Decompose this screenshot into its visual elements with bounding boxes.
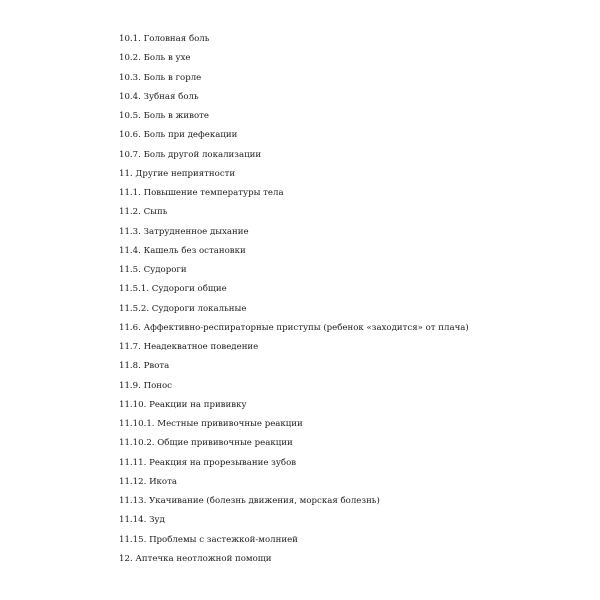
toc-item-11-13: 11.13. Укачивание (болезнь движения, морская болезнь) bbox=[119, 496, 380, 506]
toc-item-11-5: 11.5. Судороги bbox=[119, 265, 187, 275]
toc-item-10-3: 10.3. Боль в горле bbox=[119, 72, 202, 83]
toc-item-11-14: 11.14. Зуд bbox=[119, 515, 165, 526]
toc-item-10-5: 10.5. Боль в животе bbox=[119, 111, 210, 121]
toc-item-11-6: 11.6. Аффективно-респираторные приступы (ребенок «заходится» от плача) bbox=[119, 322, 469, 333]
toc-item-10-7: 10.7. Боль другой локализации bbox=[119, 149, 262, 160]
toc-item-11-15: 11.15. Проблемы с застежкой-молнией bbox=[119, 534, 298, 545]
toc-item-11-2: 11.2. Сыпь bbox=[119, 207, 168, 218]
toc-item-11-5-1: 11.5.1. Судороги общие bbox=[119, 284, 227, 295]
toc-item-10-6: 10.6. Боль при дефекации bbox=[119, 130, 238, 141]
toc-item-11-4: 11.4. Кашель без остановки bbox=[119, 245, 246, 256]
toc-item-11-11: 11.11. Реакция на прорезывание зубов bbox=[119, 457, 297, 468]
table-of-contents bbox=[119, 30, 579, 569]
toc-item-10-4: 10.4. Зубная боль bbox=[119, 91, 199, 102]
toc-item-10-2: 10.2. Боль в ухе bbox=[119, 53, 191, 64]
toc-item-11-12: 11.12. Икота bbox=[119, 476, 177, 487]
toc-item-11-9: 11.9. Понос bbox=[119, 380, 172, 391]
toc-item-11-1: 11.1. Повышение температуры тела bbox=[119, 188, 284, 198]
toc-item-11-8: 11.8. Рвота bbox=[119, 361, 170, 372]
toc-item-11-3: 11.3. Затрудненное дыхание bbox=[119, 226, 249, 237]
toc-item-10-1: 10.1. Головная боль bbox=[119, 34, 210, 44]
toc-item-11: 11. Другие неприятности bbox=[119, 168, 236, 179]
toc-item-11-10-2: 11.10.2. Общие прививочные реакции bbox=[119, 438, 293, 449]
toc-item-11-5-2: 11.5.2. Судороги локальные bbox=[119, 303, 247, 314]
toc-item-11-7: 11.7. Неадекватное поведение bbox=[119, 342, 259, 352]
toc-item-11-10: 11.10. Реакции на прививку bbox=[119, 399, 247, 410]
toc-item-12: 12. Аптечка неотложной помощи bbox=[119, 553, 272, 564]
toc-item-11-10-1: 11.10.1. Местные прививочные реакции bbox=[119, 419, 303, 429]
